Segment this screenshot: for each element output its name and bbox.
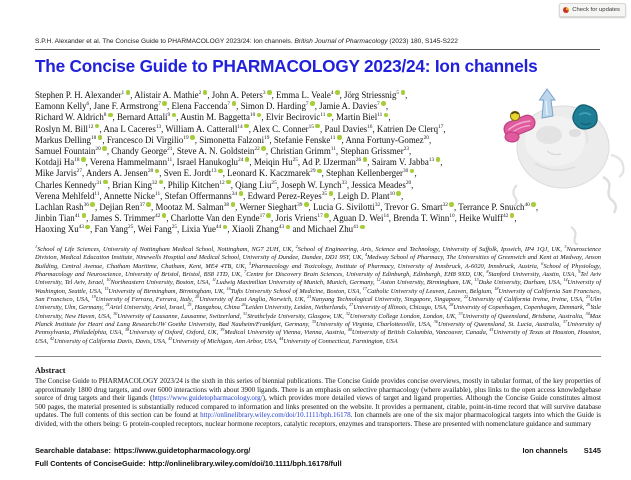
affiliation-number: 3	[564, 243, 567, 249]
orcid-icon[interactable]	[267, 90, 272, 95]
orcid-icon[interactable]	[384, 113, 389, 118]
author-name: Jessica Meades	[351, 179, 406, 190]
running-head-text: (2023) 180, S145-S222	[387, 38, 458, 45]
section-rule	[35, 356, 601, 357]
affiliation-number: 1	[35, 243, 38, 249]
orcid-icon[interactable]	[90, 202, 95, 207]
author-affiliation-number: 11	[320, 112, 326, 119]
author-affiliation-number: 7	[377, 101, 380, 108]
orcid-icon[interactable]	[436, 157, 441, 162]
author-affiliation-number: 29	[310, 168, 316, 175]
author-name: Elvir Becirovic	[265, 112, 321, 123]
author-affiliation-number: 10	[449, 213, 455, 220]
author-affiliation-number: 15	[308, 123, 314, 130]
author-affiliation-number: 3	[262, 90, 266, 97]
orcid-icon[interactable]	[190, 135, 195, 140]
author-affiliation-number: 10	[389, 190, 395, 197]
author-name: Meiqin Hu	[253, 157, 293, 168]
author-name: Stephen P. H. Alexander	[35, 90, 122, 100]
author-name: Heike Wulff	[459, 213, 503, 224]
author-line: Haoxing Xu$^{43}$ , Fan Yang$^{25}$, Wei Fang$^{25}$, Lixia Yue$^{44}$ , Xiaoli Zhang$^{43}$ and Michael Zhu$^{41}$	[35, 224, 615, 235]
author-name: Eamonn Kelly	[35, 101, 87, 112]
author-name: Brian King	[112, 179, 152, 190]
affiliation-number: 22	[463, 293, 469, 299]
affiliation-number: 11	[212, 277, 216, 283]
author-line: Charles Kennedy$^{31}$ , Brian King$^{32}$ , Philip Kitchen$^{12}$ , Qiang Liu$^{25}$, Joseph W. Lynch$^{33}$, Jessica Meades$^{20}$,	[35, 179, 414, 190]
header-rule	[35, 49, 600, 50]
orcid-icon[interactable]	[159, 180, 164, 185]
author-line: Eamonn Kelly$^6$, Jane F. Armstrong$^7$ , Elena Faccenda$^7$ , Simon D. Harding$^7$ , Jamie A. Davies$^7$ ,	[35, 101, 389, 112]
orcid-icon[interactable]	[172, 113, 177, 118]
orcid-icon[interactable]	[286, 225, 291, 230]
author-name: Alistair A. Mathie	[134, 90, 199, 100]
orcid-icon[interactable]	[126, 90, 131, 95]
author-name: Emma L. Veale	[276, 90, 331, 100]
author-affiliation-number: 11	[167, 157, 173, 164]
orcid-icon[interactable]	[102, 146, 107, 151]
orcid-icon[interactable]	[449, 202, 454, 207]
author-affiliation-number: 20	[423, 134, 429, 141]
abstract-link[interactable]: https://www.guidetopharmacology.org/	[152, 394, 263, 402]
orcid-icon[interactable]	[226, 180, 231, 185]
affiliation-number: 19	[91, 293, 96, 299]
author-line: Kotdaji Ha$^{18}$ , Verena Hammelmann$^{11}$, Israel Hanukoglu$^{24}$ , Meiqin Hu$^{25}$, Ad P. IJzerman$^{26}$ , Sairam V. Jabba$^{13}$ ,	[35, 157, 443, 168]
check-for-updates-label: Check for updates	[572, 7, 620, 13]
searchable-database-url[interactable]: https://www.guidetopharmacology.org/	[114, 446, 251, 455]
author-name: Chandy George	[111, 146, 168, 157]
orcid-icon[interactable]	[327, 113, 332, 118]
orcid-icon[interactable]	[410, 169, 415, 174]
affiliation-number: 29	[586, 302, 591, 308]
author-affiliation-number: 41	[353, 224, 359, 231]
author-name: Stefan Offermanns	[164, 190, 232, 201]
author-name: Joris Vriens	[275, 213, 318, 224]
author-affiliation-number: 30	[403, 168, 409, 175]
orcid-icon[interactable]	[218, 169, 223, 174]
affiliation-number: 18	[494, 285, 499, 291]
affiliation-number: 38	[124, 327, 130, 333]
author-affiliation-number: 2	[198, 90, 202, 97]
author-name: William A. Catterall	[165, 123, 238, 134]
author-name: Charles Kennedy	[35, 179, 97, 190]
affiliation-number: 26	[241, 302, 246, 308]
author-affiliation-number: 7	[158, 101, 161, 108]
searchable-database-line	[35, 444, 250, 457]
author-line: Stephen P. H. Alexander$^1$ , Alistair A. Mathie$^2$ , John A. Peters$^3$ , Emma L. Veale$^4$ , Jörg Striessnig$^5$ ,	[35, 90, 408, 100]
affiliation-number: 42	[49, 335, 55, 341]
orcid-icon[interactable]	[257, 113, 262, 118]
author-name: Anna Fortuny-Gomez	[345, 134, 424, 145]
full-contents-line	[35, 457, 342, 470]
author-affiliation-number: 39	[297, 202, 303, 209]
running-head-text: S.P.H. Alexander et al. The Concise Guide to PHARMACOLOGY 2023/24: Ion channels.	[35, 38, 295, 45]
author-name: Joseph W. Lynch	[281, 179, 342, 190]
orcid-icon[interactable]	[85, 225, 90, 230]
author-name: Fan Yang	[94, 224, 129, 235]
orcid-icon[interactable]	[103, 180, 108, 185]
author-name: Terrance P. Snutch	[458, 202, 525, 213]
affiliation-number: 27	[349, 302, 354, 308]
affiliation-number: 32	[345, 310, 350, 316]
author-name: John A. Peters	[211, 90, 263, 100]
orcid-icon[interactable]	[232, 101, 237, 106]
author-name: Francesco Di Virgilio	[106, 134, 184, 145]
author-affiliation-number: 20	[405, 179, 412, 186]
author-name: Lixia Yue	[181, 224, 216, 235]
orcid-icon[interactable]	[396, 191, 401, 196]
orcid-icon[interactable]	[324, 213, 329, 218]
author-affiliation-number: 8	[103, 112, 107, 119]
affiliation-number: 43	[168, 335, 173, 341]
author-name: Austin M. Baggetta	[180, 112, 250, 123]
author-name: Kotdaji Ha	[35, 157, 75, 168]
author-affiliation-number: 35	[321, 190, 328, 197]
author-name: Qiang Liu	[235, 179, 272, 190]
author-affiliation-number: 12	[88, 123, 94, 130]
author-name: Jinbin Tian	[35, 213, 75, 224]
author-name: James S. Trimmer	[90, 213, 155, 224]
author-name: Israel Hanukoglu	[176, 157, 238, 168]
affiliation-number: 21	[307, 293, 312, 299]
footer-section-name: Ion channels	[522, 446, 568, 455]
author-name: Annette Nicke	[103, 190, 155, 201]
affiliation-number: 2	[295, 243, 298, 249]
author-name: Trevor G. Smart	[384, 202, 443, 213]
abstract-text-segment: The Concise Guide to PHARMACOLOGY 2023/24 is the sixth in this series of biennial publications. The Concise Guide provides concise overviews, mostly in tabular format, of the key properties of approximately 1800 drug targets, and over 6000 interactions with about 3900 ligands. There is an emphasis on selective pharmacology (where available), plus links to the open access knowledgebase source of drug targets and their ligands (	[35, 377, 601, 402]
orcid-icon[interactable]	[162, 213, 167, 218]
affiliation-number: 5	[249, 260, 252, 266]
author-name: Leigh D. Plant	[337, 190, 390, 201]
affiliation-number: 25	[187, 302, 192, 308]
author-name: Verena Mehlfeld	[35, 190, 95, 201]
orcid-icon[interactable]	[95, 124, 100, 129]
author-name: Wei Fang	[137, 224, 172, 235]
author-affiliation-number: 44	[215, 224, 222, 231]
orcid-icon[interactable]	[401, 90, 406, 95]
author-name: Edward Perez-Reyes	[247, 190, 322, 201]
abstract-text	[35, 377, 601, 428]
crossmark-icon	[563, 7, 570, 14]
running-head-text: British Journal of Pharmacology	[294, 38, 388, 45]
orcid-icon[interactable]	[239, 191, 244, 196]
author-name: Paul Davies	[324, 123, 368, 134]
orcid-icon[interactable]	[329, 191, 334, 196]
author-name: Stefanie Fenske	[273, 134, 331, 145]
author-affiliation-number: 9	[167, 112, 171, 119]
orcid-icon[interactable]	[337, 135, 342, 140]
author-name: Mike Jarvis	[35, 168, 77, 179]
orcid-icon[interactable]	[315, 124, 320, 129]
author-affiliation-number: 13	[155, 123, 162, 130]
author-affiliation-number: 17	[259, 213, 265, 220]
affiliation-number: 10	[106, 277, 111, 283]
author-affiliation-number: 18	[90, 134, 97, 141]
author-name: Philip Kitchen	[167, 179, 220, 190]
affiliation-number: 17	[362, 285, 367, 291]
author-name: Brenda T. Winn	[393, 213, 450, 224]
affiliation-number: 31	[242, 310, 248, 316]
author-affiliation-number: 22	[254, 146, 260, 153]
author-affiliation-number: 25	[171, 224, 178, 231]
author-affiliation-number: 42	[154, 213, 161, 220]
author-affiliation-number: 43	[78, 224, 84, 231]
author-line: Mike Jarvis$^{27}$, Anders A. Jensen$^{28}$ , Sven E. Jordt$^{13}$ , Leonard K. Kaczmarek$^{29}$ , Stephan Kellenberger$^{30}$ ,	[35, 168, 417, 179]
author-name: Charlotte Van den Eynde	[170, 213, 260, 224]
author-name: Lucia G. Sivilotti	[312, 202, 375, 213]
affiliation-number: 4	[364, 252, 367, 258]
author-affiliation-number: 11	[330, 134, 336, 141]
running-footer-right	[523, 444, 601, 457]
affiliation-number: 34	[585, 310, 590, 316]
author-name: Roslyn M. Bill	[35, 123, 89, 134]
affiliation-number: 23	[585, 293, 590, 299]
affiliation-number: 14	[563, 277, 568, 283]
author-affiliation-number: 11	[377, 112, 383, 119]
affiliation-number: 6	[541, 260, 544, 266]
author-name: Werner Sieghart	[239, 202, 298, 213]
affiliation-number: 15	[104, 285, 109, 291]
abstract-link[interactable]: http://onlinelibrary.wiley.com/doi/10.1111/bph.16178	[200, 411, 351, 419]
author-affiliation-number: 12	[219, 179, 225, 186]
affiliation-number: 13	[474, 277, 479, 283]
author-name: Ana L Caceres	[103, 123, 156, 134]
full-contents-label: Full Contents of ConciseGuide:	[35, 459, 146, 468]
author-affiliation-number: 40	[524, 202, 530, 209]
author-name: Stephan Grissmer	[340, 146, 404, 157]
orcid-icon[interactable]	[266, 213, 271, 218]
author-affiliation-number: 32	[151, 179, 158, 186]
author-affiliation-number: 7	[305, 101, 309, 108]
full-contents-url[interactable]: http://onlinelibrary.wiley.com/doi/10.1111/bph.16178/full	[148, 459, 342, 468]
author-name: Anders A. Jensen	[85, 168, 148, 179]
author-name: Stephan Kellenberger	[326, 168, 404, 179]
author-name: Samuel Fountain	[35, 146, 96, 157]
author-name: Christian Grimm	[270, 146, 331, 157]
author-affiliation-number: 1	[121, 90, 125, 97]
author-name: Jane F. Armstrong	[93, 101, 159, 112]
author-affiliation-number: 34	[231, 190, 238, 197]
affiliation-number: 24	[105, 302, 110, 308]
abstract-heading: Abstract	[35, 366, 66, 375]
affiliations: $^1$School of Life Sciences, University of Nottingham Medical School, Nottingham, NG7 2UH, UK, $^2$School of Engineering, Arts, Science and Technology, University of Suffolk, Ipswich, IP4 1QJ, UK, $^3$Neuroscience Division, Medical Education Institute, Ninewells Hospital and Medical School, University of Dundee, Dundee, DD1 9SY, UK, $^4$Medway School of Pharmacy, The Universities of Greenwich and Kent at Medway, Anson Building, Central Avenue, Chatham Maritime, Chatham, Kent, ME4 4TB, UK, $^5$Pharmacology and Toxicology, Institute of Pharmacy, University of Innsbruck, A-6020, Innsbruck, Austria, $^6$School of Physiology, Pharmacology and Neuroscience, University of Bristol, Bristol, BS8 1TD, UK, $^7$Centre for Discovery Brain Sciences, University of Edinburgh, Edinburgh, EH8 9XD, UK, $^8$Stanford University, Austin, USA, $^9$Tel Aviv University, Tel Aviv, Israel, $^{10}$Northeastern University, Boston, USA, $^{11}$Ludwig Maximilian University of Munich, Munich, Germany, $^{12}$Aston University, Birmingham, UK, $^{13}$Duke University, Durham, USA, $^{14}$University of Washington, Seattle, USA, $^{15}$University of Birmingham, Birmingham, UK, $^{16}$Tufts University School of Medicine, Boston, USA, $^{17}$Catholic University of Leuven, Leuven, Belgium, $^{18}$University of California San Francisco, San Francisco, USA, $^{19}$University of Ferrara, Ferrara, Italy, $^{20}$University of East Anglia, Norwich, UK, $^{21}$Nanyang Technological University, Singapore, Singapore, $^{22}$University of California Irvine, Irvine, USA, $^{23}$Ulm University, Ulm, Germany, $^{24}$Ariel University, Ariel, Israel, $^{25}$, Hangzhou, China $^{26}$Leiden University, Leiden, Netherlands, $^{27}$University of Illinois, Chicago, USA, $^{28}$University of Copenhagen, Copenhagen, Denmark, $^{29}$Yale University, New Haven, USA, $^{30}$University of Lausanne, Lausanne, Switzerland, $^{31}$Strathclyde University, Glasgow, UK, $^{32}$University College London, London, UK, $^{33}$University of Queensland, Brisbane, Australia, $^{34}$Max Planck Institute for Heart and Lung Research/JW Goethe University, Bad Nauheim/Frankfurt, Germany, $^{35}$University of Virginia, Charlottesville, USA, $^{36}$University of Queensland, St. Lucia, Australia, $^{37}$University of Pennsylvania, Philadelphia, USA, $^{38}$University of Oxford, Oxford, UK, $^{39}$Medical University of Vienna, Vienna, Austria, $^{40}$University of British Columbia, Vancouver, Canada, $^{41}$University of Texas at Houston, Houston, USA, $^{42}$University of California Davis, Davis, USA, $^{43}$University of Michigan, Ann Arbor, USA, $^{44}$University of Connecticut, Farmington, USA	[35, 243, 602, 345]
author-name: Richard W. Aldrich	[35, 112, 104, 123]
orcid-icon[interactable]	[304, 202, 309, 207]
affiliation-number: 33	[458, 310, 463, 316]
author-affiliation-number: 11	[155, 190, 161, 197]
searchable-database-label: Searchable database:	[35, 446, 111, 455]
orcid-icon[interactable]	[98, 135, 103, 140]
orcid-icon[interactable]	[245, 157, 250, 162]
author-name: Bernard Attali	[116, 112, 168, 123]
author-affiliation-number: 26	[355, 157, 362, 164]
affiliation-number: 37	[563, 318, 568, 324]
author-name: Haoxing Xu	[35, 224, 79, 235]
abstract-text-segment: . Ion channels are one of the six major pharmacological targets into which the Guide is divided, with the others being: G protein-coupled receptors, nuclear hormone receptors, catalytic receptors, enzymes and transporters. These are presented with nomenclature guidance and summary	[35, 411, 602, 428]
author-affiliation-number: 16	[367, 123, 373, 130]
author-affiliation-number: 18	[74, 157, 80, 164]
affiliation-number: 12	[376, 277, 381, 283]
orcid-icon[interactable]	[317, 169, 322, 174]
author-affiliation-number: 14	[383, 213, 389, 220]
author-affiliation-number: 43	[278, 224, 285, 231]
orcid-icon[interactable]	[261, 146, 266, 151]
author-line: Roslyn M. Bill$^{12}$ , Ana L Caceres$^{13}$, William A. Catterall$^{14}$ , Alex C. Conner$^{15}$ , Paul Davies$^{16}$, Katrien De Clerq$^{17}$,	[35, 123, 446, 134]
author-affiliation-number: 4	[330, 90, 334, 97]
author-affiliation-number: 19	[183, 134, 189, 141]
orcid-icon[interactable]	[335, 90, 340, 95]
author-name: Aguan D. Wei	[332, 213, 384, 224]
affiliation-number: 35	[311, 318, 317, 324]
author-name: Michael Zhu	[307, 224, 354, 235]
author-affiliation-number: 33	[341, 179, 347, 186]
orcid-icon[interactable]	[155, 169, 160, 174]
author-name: Steve A. N. Goldstein	[176, 146, 255, 157]
affiliation-number: 39	[220, 327, 225, 333]
author-line: Lachlan Rash$^{36}$ , Dejian Ren$^{37}$ , Mootaz M. Salman$^{38}$ , Werner Sieghart$^{39}$ , Lucia G. Sivilotti$^{32}$, Trevor G. Smart$^{32}$ , Terrance P. Snutch$^{40}$ ,	[35, 202, 539, 213]
affiliation-number: 30	[113, 310, 118, 316]
abstract-text-segment: ), which provides more detailed views of target and ligand properties. Although the Concise Guide constitutes almost 500 pages, the material presented is substantially reduced compared to information and links presented on the website. It provides a permanent, citable, point-in-time record that will survive database updates. The full contents of this section can be found at	[35, 394, 601, 419]
orcid-icon[interactable]	[310, 101, 315, 106]
author-affiliation-number: 25	[271, 179, 277, 186]
author-name: Simon D. Harding	[240, 101, 306, 112]
author-name: Martin Biel	[336, 112, 378, 123]
author-affiliation-number: 21	[167, 146, 173, 153]
footer-page-number: S145	[583, 446, 601, 455]
author-name: Lachlan Rash	[35, 202, 84, 213]
author-name: Dejian Ren	[99, 202, 140, 213]
orcid-icon[interactable]	[108, 113, 113, 118]
author-name: Verena Hammelmann	[89, 157, 168, 168]
author-name: Sven E. Jordt	[163, 168, 212, 179]
author-affiliation-number: 11	[94, 190, 100, 197]
orcid-icon[interactable]	[244, 124, 249, 129]
author-affiliation-number: 36	[83, 202, 89, 209]
author-affiliation-number: 6	[86, 101, 90, 108]
author-affiliation-number: 32	[442, 202, 448, 209]
affiliation-number: 40	[347, 327, 352, 333]
affiliation-number: 9	[578, 268, 581, 274]
orcid-icon[interactable]	[223, 225, 228, 230]
author-name: Alex C. Conner	[252, 123, 309, 134]
author-name: Jörg Striessnig	[344, 90, 397, 100]
author-name: Simonetta Falzoni	[199, 134, 265, 145]
author-affiliation-number: 17	[317, 213, 323, 220]
author-name: Jamie A. Davies	[319, 101, 378, 112]
orcid-icon[interactable]	[203, 90, 208, 95]
affiliation-number: 20	[195, 293, 200, 299]
author-affiliation-number: 25	[128, 224, 134, 231]
author-affiliation-number: 19	[264, 134, 270, 141]
affiliation-number: 36	[433, 318, 438, 324]
author-affiliation-number: 17	[438, 123, 444, 130]
author-affiliation-number: 28	[147, 168, 154, 175]
author-affiliation-number: 42	[503, 213, 509, 220]
author-name: Sairam V. Jabba	[371, 157, 429, 168]
author-line: Verena Mehlfeld$^{11}$, Annette Nicke$^{11}$, Stefan Offermanns$^{34}$ , Edward Perez-Reyes$^{35}$ , Leigh D. Plant$^{10}$ ,	[35, 190, 404, 201]
author-line: Richard W. Aldrich$^8$ , Bernard Attali$^9$ , Austin M. Baggetta$^{10}$ , Elvir Becirovic$^{11}$ , Martin Biel$^{11}$ ,	[35, 112, 391, 123]
author-line: Markus Delling$^{18}$ , Francesco Di Virgilio$^{19}$ , Simonetta Falzoni$^{19}$, Stefanie Fenske$^{11}$ , Anna Fortuny-Gomez$^{20}$,	[35, 134, 432, 145]
orcid-icon[interactable]	[231, 202, 236, 207]
author-affiliation-number: 5	[396, 90, 400, 97]
author-affiliation-number: 38	[223, 202, 230, 209]
author-name: Markus Delling	[35, 134, 91, 145]
author-affiliation-number: 41	[74, 213, 81, 220]
author-name: Leonard K. Kaczmarek	[227, 168, 311, 179]
author-affiliation-number: 24	[238, 157, 244, 164]
author-line: Samuel Fountain$^{20}$ , Chandy George$^{21}$, Steve A. N. Goldstein$^{22}$ , Christian Grimm$^{11}$, Stephan Grissmer$^{23}$,	[35, 146, 412, 157]
author-line: Jinbin Tian$^{41}$ , James S. Trimmer$^{42}$ , Charlotte Van den Eynde$^{17}$ , Joris Vriens$^{17}$ , Aguan D. Wei$^{14}$, Brenda T. Winn$^{10}$, Heike Wulff$^{42}$ ,	[35, 213, 517, 224]
affiliation-number: 8	[486, 268, 489, 274]
author-name: Ad P. IJzerman	[301, 157, 356, 168]
running-head	[35, 38, 600, 45]
affiliation-number: 41	[489, 327, 494, 333]
author-affiliation-number: 32	[374, 202, 381, 209]
author-name: Elena Faccenda	[171, 101, 228, 112]
author-name: Katrien De Clerq	[376, 123, 439, 134]
author-affiliation-number: 10	[250, 112, 256, 119]
author-affiliation-number: 25	[292, 157, 298, 164]
article-title: The Concise Guide to PHARMACOLOGY 2023/24: Ion channels	[35, 56, 538, 76]
author-affiliation-number: 13	[428, 157, 435, 164]
check-for-updates-button[interactable]	[559, 3, 626, 17]
affiliation-number: 16	[226, 285, 231, 291]
orcid-icon[interactable]	[162, 101, 167, 106]
ion-channel-protein-illustration	[495, 85, 631, 245]
author-affiliation-number: 27	[76, 168, 82, 175]
author-affiliation-number: 14	[237, 123, 243, 130]
orcid-icon[interactable]	[146, 202, 151, 207]
orcid-icon[interactable]	[363, 157, 368, 162]
orcid-icon[interactable]	[360, 225, 365, 230]
affiliation-number: 44	[279, 335, 284, 341]
affiliation-number: 7	[244, 268, 247, 274]
author-affiliation-number: 11	[330, 146, 336, 153]
author-affiliation-number: 31	[96, 179, 102, 186]
orcid-icon[interactable]	[381, 101, 386, 106]
page-footer	[35, 444, 601, 470]
author-affiliation-number: 23	[403, 146, 410, 153]
author-affiliation-number: 7	[227, 101, 231, 108]
author-affiliation-number: 37	[139, 202, 145, 209]
orcid-icon[interactable]	[81, 157, 86, 162]
author-affiliation-number: 20	[95, 146, 101, 153]
author-affiliation-number: 13	[211, 168, 217, 175]
affiliation-number: 28	[449, 302, 454, 308]
author-name: Mootaz M. Salman	[155, 202, 224, 213]
orcid-icon[interactable]	[82, 213, 87, 218]
author-name: Xiaoli Zhang	[231, 224, 279, 235]
